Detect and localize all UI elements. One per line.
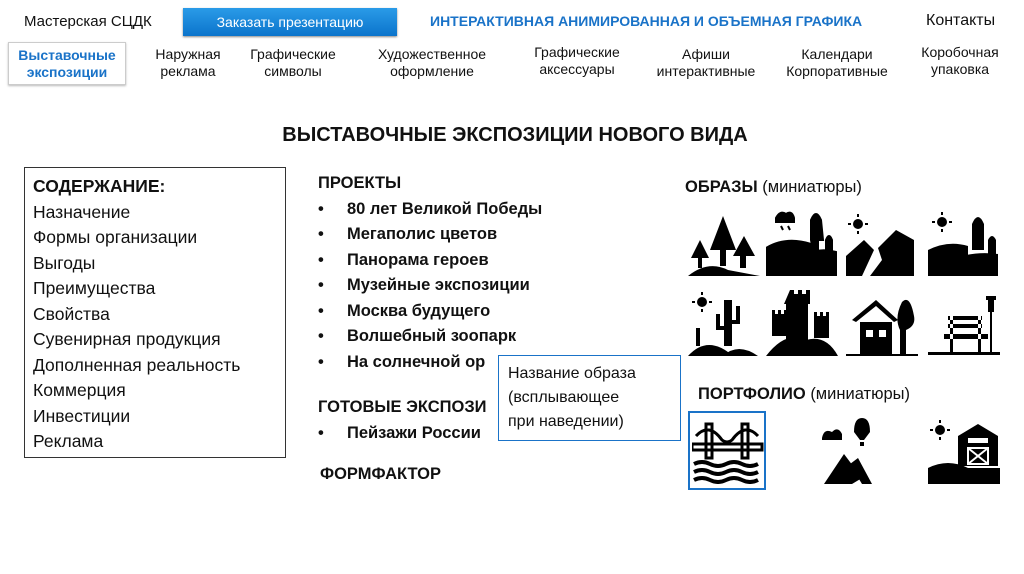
project-item[interactable]: • На солнечной ор: [318, 350, 542, 376]
contents-item[interactable]: Коммерция: [33, 380, 126, 400]
desert-cactus-icon[interactable]: [688, 290, 760, 356]
ready-heading: ГОТОВЫЕ ЭКСПОЗИ: [318, 398, 487, 416]
nav-exhibitions[interactable]: [8, 42, 126, 85]
project-item[interactable]: • Москва будущего: [318, 299, 542, 325]
nav-label: символы: [264, 63, 322, 79]
contents-item[interactable]: Сувенирная продукция: [33, 329, 221, 349]
contents-item[interactable]: Формы организации: [33, 227, 198, 247]
contents-item[interactable]: Дополненная реальность: [33, 354, 241, 375]
contents-box: [24, 167, 286, 458]
portfolio-label: [698, 385, 910, 404]
mountains-sun-icon[interactable]: [846, 210, 918, 276]
contents-item[interactable]: Преимущества: [33, 278, 156, 298]
portfolio-heading: ПОРТФОЛИО: [698, 385, 806, 403]
nav-art[interactable]: [367, 46, 497, 80]
nav-label: аксессуары: [539, 61, 615, 77]
nav-label: Корпоративные: [786, 63, 888, 79]
bridge-icon[interactable]: [692, 418, 764, 484]
images-heading: ОБРАЗЫ: [685, 178, 758, 196]
bench-lamp-icon[interactable]: [928, 290, 1000, 356]
portfolio-sub: (миниатюры): [810, 385, 910, 403]
formfactor-heading: ФОРМФАКТОР: [320, 465, 442, 483]
project-item[interactable]: • 80 лет Великой Победы: [318, 197, 542, 223]
nav-label: Графические: [534, 44, 620, 60]
images-sub: (миниатюры): [762, 178, 862, 196]
nav-packaging[interactable]: [905, 44, 1015, 78]
contents-item[interactable]: Назначение: [33, 201, 131, 222]
project-item[interactable]: • Мегаполис цветов: [318, 222, 542, 248]
nav-accessories[interactable]: [522, 44, 632, 78]
barn-sun-icon[interactable]: [928, 418, 1000, 484]
forest-icon[interactable]: [688, 210, 760, 276]
project-item[interactable]: • Музейные экспозиции: [318, 273, 542, 299]
tooltip-line: при наведении): [508, 413, 624, 430]
nav-label: экспозиции: [26, 64, 108, 80]
contents-item[interactable]: Выгоды: [33, 252, 96, 273]
project-item[interactable]: • Волшебный зоопарк: [318, 324, 542, 350]
nav-label: упаковка: [930, 61, 990, 77]
nav-label: Афиши: [682, 46, 730, 62]
nav-label: Художественное: [377, 46, 487, 62]
nav-label: Наружная: [155, 46, 221, 62]
house-tree-icon[interactable]: [846, 290, 918, 356]
page-title: ВЫСТАВОЧНЫЕ ЭКСПОЗИЦИИ НОВОГО ВИДА: [282, 124, 748, 146]
castle-icon[interactable]: [766, 290, 838, 356]
nav-symbols[interactable]: [238, 46, 348, 80]
order-presentation-button[interactable]: Заказать презентацию: [183, 8, 397, 36]
nav-label: Выставочные: [18, 47, 116, 63]
contents-heading: СОДЕРЖАНИЕ:: [33, 176, 166, 196]
contents-item[interactable]: Реклама: [33, 431, 104, 451]
ready-item[interactable]: • Пейзажи России: [318, 421, 542, 447]
contacts-link[interactable]: Контакты: [926, 12, 996, 29]
balloon-mountain-icon[interactable]: [818, 418, 890, 484]
tooltip-line: (всплывающее: [508, 389, 620, 406]
nav-label: реклама: [160, 63, 216, 79]
brand-link[interactable]: Мастерская СЦДК: [24, 13, 152, 30]
nav-label: оформление: [390, 63, 474, 79]
hills-sun-icon[interactable]: [928, 210, 1000, 276]
tooltip-line: Название образа: [508, 365, 636, 382]
interactive-graphics-link[interactable]: ИНТЕРАКТИВНАЯ АНИМИРОВАННАЯ И ОБЪЕМНАЯ ГРАФИКА: [430, 13, 863, 29]
contents-item[interactable]: Инвестиции: [33, 405, 131, 426]
nav-label: Коробочная: [921, 44, 999, 60]
images-label: [685, 178, 862, 197]
rain-hills-icon[interactable]: [766, 210, 838, 276]
nav-posters[interactable]: [651, 46, 761, 80]
nav-calendars[interactable]: [782, 46, 892, 80]
nav-label: интерактивные: [656, 63, 756, 79]
projects-heading: ПРОЕКТЫ: [318, 174, 402, 192]
image-name-tooltip: [498, 355, 681, 441]
nav-label: Календари: [801, 46, 873, 62]
project-item[interactable]: • Панорама героев: [318, 248, 542, 274]
nav-label: Графические: [250, 46, 336, 62]
nav-outdoor[interactable]: [133, 46, 243, 80]
contents-item[interactable]: Свойства: [33, 303, 110, 324]
